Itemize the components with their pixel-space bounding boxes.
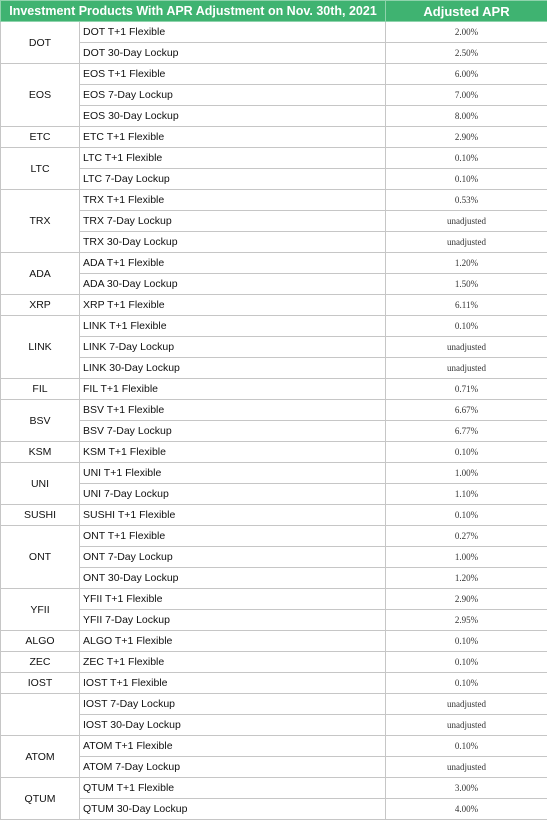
table-row [1,64,547,85]
table-row [1,736,547,757]
apr-cell: 6.00% [386,64,547,85]
apr-cell: 1.00% [386,547,547,568]
table-row [1,400,547,421]
coin-cell: DOT [1,22,80,64]
apr-cell: 2.95% [386,610,547,631]
coin-cell: KSM [1,442,80,463]
header-row [1,1,547,22]
apr-cell: 0.10% [386,442,547,463]
apr-cell: 0.10% [386,148,547,169]
coin-cell: YFII [1,589,80,631]
apr-cell: 0.27% [386,526,547,547]
table-row [1,358,547,379]
product-cell: LTC 7-Day Lockup [80,169,386,190]
apr-cell: unadjusted [386,694,547,715]
coin-cell: ETC [1,127,80,148]
product-cell: LINK 7-Day Lockup [80,337,386,358]
product-cell: ATOM T+1 Flexible [80,736,386,757]
apr-cell: unadjusted [386,715,547,736]
table-row [1,106,547,127]
product-cell: DOT 30-Day Lockup [80,43,386,64]
apr-cell: 0.10% [386,505,547,526]
product-cell: ONT 7-Day Lockup [80,547,386,568]
table-row [1,274,547,295]
apr-cell: 0.10% [386,169,547,190]
product-cell: SUSHI T+1 Flexible [80,505,386,526]
table-title: Investment Products With APR Adjustment on Nov. 30th, 2021 [1,1,386,22]
apr-cell: 1.20% [386,568,547,589]
coin-cell [1,694,80,736]
table-row [1,295,547,316]
table-row [1,190,547,211]
coin-cell: FIL [1,379,80,400]
product-cell: IOST 30-Day Lockup [80,715,386,736]
table-row [1,694,547,715]
product-cell: YFII 7-Day Lockup [80,610,386,631]
product-cell: ONT 30-Day Lockup [80,568,386,589]
table-row [1,484,547,505]
table-row [1,148,547,169]
table-row [1,778,547,799]
product-cell: ONT T+1 Flexible [80,526,386,547]
coin-cell: BSV [1,400,80,442]
table-row [1,442,547,463]
table-row [1,610,547,631]
table-row [1,547,547,568]
product-cell: BSV T+1 Flexible [80,400,386,421]
table-row [1,715,547,736]
table-row [1,631,547,652]
apr-cell: 0.10% [386,316,547,337]
table-row [1,211,547,232]
product-cell: TRX T+1 Flexible [80,190,386,211]
coin-cell: ONT [1,526,80,589]
product-cell: DOT T+1 Flexible [80,22,386,43]
apr-cell: 6.67% [386,400,547,421]
product-cell: TRX 7-Day Lockup [80,211,386,232]
apr-cell: 1.50% [386,274,547,295]
product-cell: FIL T+1 Flexible [80,379,386,400]
table-row [1,316,547,337]
product-cell: ATOM 7-Day Lockup [80,757,386,778]
table-row [1,568,547,589]
table-row [1,799,547,820]
coin-cell: UNI [1,463,80,505]
coin-cell: ADA [1,253,80,295]
coin-cell: XRP [1,295,80,316]
table-row [1,232,547,253]
table-row [1,526,547,547]
apr-cell: 7.00% [386,85,547,106]
product-cell: LINK 30-Day Lockup [80,358,386,379]
apr-cell: 2.90% [386,589,547,610]
table-row [1,589,547,610]
apr-cell: 6.77% [386,421,547,442]
table-row [1,253,547,274]
product-cell: UNI T+1 Flexible [80,463,386,484]
coin-cell: IOST [1,673,80,694]
apr-cell: unadjusted [386,757,547,778]
apr-cell: 4.00% [386,799,547,820]
product-cell: QTUM T+1 Flexible [80,778,386,799]
apr-cell: 1.00% [386,463,547,484]
product-cell: UNI 7-Day Lockup [80,484,386,505]
table-row [1,463,547,484]
apr-cell: 0.10% [386,631,547,652]
coin-cell: ATOM [1,736,80,778]
apr-cell: 8.00% [386,106,547,127]
table-row [1,652,547,673]
apr-cell: 0.10% [386,673,547,694]
table-body [1,22,547,820]
table-row [1,22,547,43]
product-cell: TRX 30-Day Lockup [80,232,386,253]
apr-cell: unadjusted [386,211,547,232]
coin-cell: ALGO [1,631,80,652]
apr-cell: unadjusted [386,337,547,358]
apr-cell: unadjusted [386,358,547,379]
coin-cell: QTUM [1,778,80,820]
product-cell: BSV 7-Day Lockup [80,421,386,442]
apr-cell: 0.71% [386,379,547,400]
adjusted-apr-header: Adjusted APR [386,1,547,22]
product-cell: ZEC T+1 Flexible [80,652,386,673]
apr-cell: 1.20% [386,253,547,274]
table-row [1,169,547,190]
product-cell: IOST 7-Day Lockup [80,694,386,715]
product-cell: XRP T+1 Flexible [80,295,386,316]
apr-cell: 0.10% [386,736,547,757]
table-row [1,337,547,358]
apr-cell: 1.10% [386,484,547,505]
table-row [1,757,547,778]
product-cell: IOST T+1 Flexible [80,673,386,694]
table-row [1,673,547,694]
apr-cell: 2.50% [386,43,547,64]
coin-cell: LINK [1,316,80,379]
product-cell: ADA 30-Day Lockup [80,274,386,295]
coin-cell: TRX [1,190,80,253]
apr-cell: 0.53% [386,190,547,211]
product-cell: EOS T+1 Flexible [80,64,386,85]
product-cell: YFII T+1 Flexible [80,589,386,610]
table-row [1,85,547,106]
coin-cell: EOS [1,64,80,127]
table-row [1,379,547,400]
apr-cell: 0.10% [386,652,547,673]
product-cell: LINK T+1 Flexible [80,316,386,337]
product-cell: LTC T+1 Flexible [80,148,386,169]
apr-cell: 2.00% [386,22,547,43]
apr-cell: unadjusted [386,232,547,253]
product-cell: EOS 7-Day Lockup [80,85,386,106]
product-cell: KSM T+1 Flexible [80,442,386,463]
coin-cell: SUSHI [1,505,80,526]
coin-cell: ZEC [1,652,80,673]
apr-cell: 6.11% [386,295,547,316]
table-row [1,421,547,442]
apr-cell: 2.90% [386,127,547,148]
table-row [1,127,547,148]
product-cell: EOS 30-Day Lockup [80,106,386,127]
product-cell: QTUM 30-Day Lockup [80,799,386,820]
table-row [1,505,547,526]
coin-cell: LTC [1,148,80,190]
apr-cell: 3.00% [386,778,547,799]
product-cell: ETC T+1 Flexible [80,127,386,148]
product-cell: ADA T+1 Flexible [80,253,386,274]
table-row [1,43,547,64]
product-cell: ALGO T+1 Flexible [80,631,386,652]
